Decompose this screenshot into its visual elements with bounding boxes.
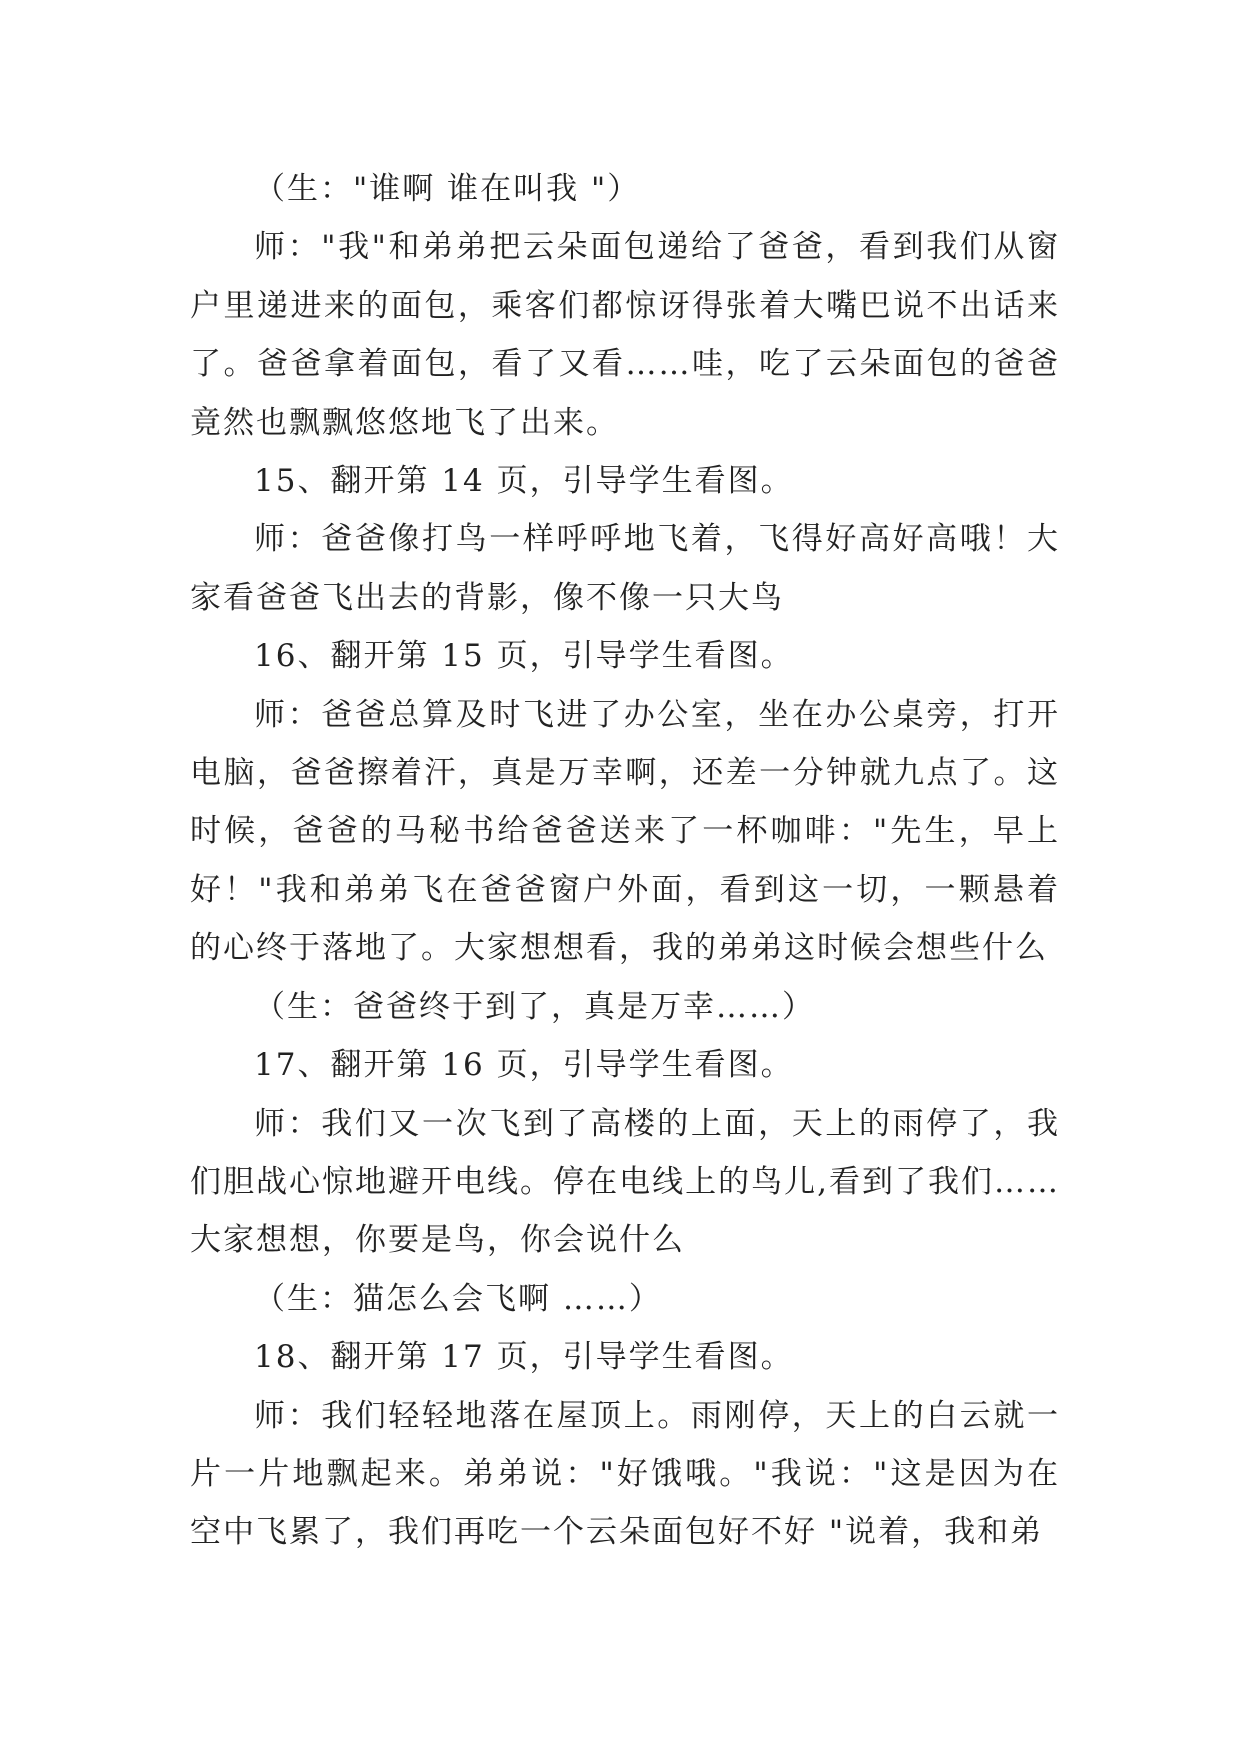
- step-instruction: 15、翻开第 14 页，引导学生看图。: [254, 463, 794, 500]
- teacher-narration: 师："我"和弟弟把云朵面包递给了爸爸，看到我们从窗户里递进来的面包，乘客们都惊讶得张着大嘴巴说不出话来了。爸爸拿着面包，看了又看……哇，吃了云朵面包的爸爸竟然也飘飘悠悠地飞了出来。: [190, 229, 1060, 441]
- student-response: （生：爸爸终于到了，真是万幸……）: [254, 988, 815, 1025]
- step-instruction: 16、翻开第 15 页，引导学生看图。: [254, 638, 794, 675]
- document-body: [190, 160, 1060, 1562]
- step-instruction: 18、翻开第 17 页，引导学生看图。: [254, 1339, 794, 1376]
- teacher-narration: 师：爸爸像打鸟一样呼呼地飞着，飞得好高好高哦！大家看爸爸飞出去的背影，像不像一只大鸟: [190, 521, 1060, 616]
- student-response: （生："谁啊 谁在叫我 "）: [254, 171, 641, 207]
- teacher-narration: 师：爸爸总算及时飞进了办公室，坐在办公桌旁，打开电脑，爸爸擦着汗，真是万幸啊，还差一分钟就九点了。这时候，爸爸的马秘书给爸爸送来了一杯咖啡："先生，早上好！"我和弟弟飞在爸爸窗户外面，看到这一切，一颗悬着的心终于落地了。大家想想看，我的弟弟这时候会想些什么: [190, 696, 1060, 967]
- teacher-narration: 师：我们又一次飞到了高楼的上面，天上的雨停了，我们胆战心惊地避开电线。停在电线上的鸟儿,看到了我们……大家想想，你要是鸟，你会说什么: [190, 1105, 1060, 1259]
- teacher-narration: 师：我们轻轻地落在屋顶上。雨刚停，天上的白云就一片一片地飘起来。弟弟说："好饿哦。"我说："这是因为在空中飞累了，我们再吃一个云朵面包好不好 "说着，我和弟: [190, 1397, 1060, 1551]
- student-response: （生：猫怎么会飞啊 ……）: [254, 1280, 662, 1317]
- step-instruction: 17、翻开第 16 页，引导学生看图。: [254, 1047, 794, 1084]
